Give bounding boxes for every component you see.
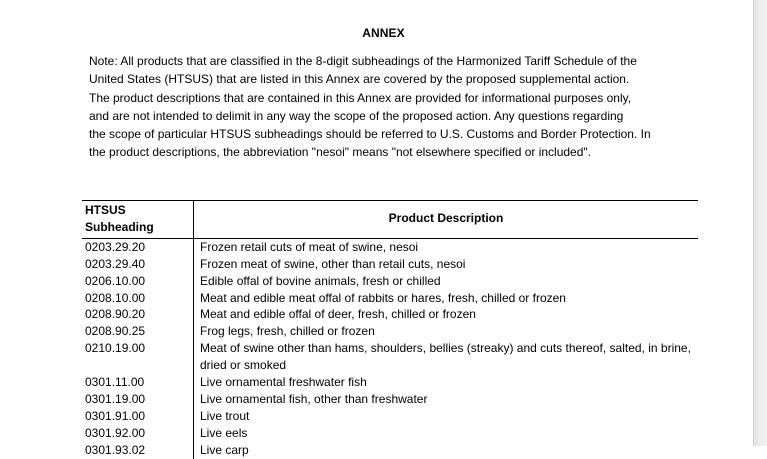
note-line: United States (HTSUS) that are listed in this Annex are covered by the proposed supplemental action. [89,72,630,87]
table-header [82,201,698,239]
cell-description: Live trout [200,408,250,423]
table-row [82,391,698,408]
cell-description: Meat of swine other than hams, shoulders, bellies (streaky) and cuts thereof, salted, in brine, dried or smoked [200,341,691,373]
cell-description: Live carp [200,442,249,457]
table-row [82,442,698,459]
table-row [82,374,698,391]
cell-description: Edible offal of bovine animals, fresh or chilled [200,273,441,288]
table-row [82,273,698,290]
cell-code: 0210.19.00 [82,340,194,374]
cell-code: 0301.93.02 [82,442,194,459]
header-product-description: Product Description [194,201,699,239]
cell-description: Live ornamental freshwater fish [200,375,367,390]
table-row [82,340,698,374]
note-line: Note: All products that are classified in the 8-digit subheadings of the Harmonized Tariff Schedule of the [89,54,637,68]
table-header-row [82,201,698,239]
table-row [82,290,698,307]
header-code-line2: Subheading [85,219,154,234]
cell-code: 0208.90.25 [82,323,194,340]
page-edge-shadow [753,0,767,446]
annex-note [89,52,689,162]
cell-code: 0301.92.00 [82,425,194,442]
table-row [82,256,698,273]
table-body [82,238,698,458]
table-row [82,323,698,340]
annex-title: ANNEX [362,26,405,40]
table-row [82,425,698,442]
table-row [82,408,698,425]
cell-description: Meat and edible offal of deer, fresh, chilled or frozen [200,307,476,322]
header-htsus-subheading [82,201,194,239]
note-line: The product descriptions that are contained in this Annex are provided for informational purposes only, [89,90,632,105]
header-code-line1: HTSUS [85,203,126,217]
cell-description: Meat and edible meat offal of rabbits or hares, fresh, chilled or frozen [200,290,566,305]
note-line: the product descriptions, the abbreviation "nesoi" means "not elsewhere specified or included". [89,145,591,160]
note-line: the scope of particular HTSUS subheadings should be referred to U.S. Customs and Border Protection. In [89,127,651,142]
cell-code: 0301.91.00 [82,408,194,425]
note-line: and are not intended to delimit in any way the scope of the proposed action. Any questions regarding [89,108,624,123]
cell-code: 0208.90.20 [82,306,194,323]
cell-description: Frozen meat of swine, other than retail cuts, nesoi [200,256,466,271]
cell-code: 0206.10.00 [82,273,194,290]
table-row [82,238,698,255]
cell-description: Live eels [200,425,248,440]
cell-code: 0203.29.20 [82,238,194,255]
cell-code: 0208.10.00 [82,290,194,307]
table-row [82,306,698,323]
cell-code: 0203.29.40 [82,256,194,273]
cell-code: 0301.11.00 [82,374,194,391]
cell-description: Frog legs, fresh, chilled or frozen [200,324,375,339]
product-table [82,200,698,459]
cell-code: 0301.19.00 [82,391,194,408]
cell-description: Frozen retail cuts of meat of swine, nesoi [200,239,419,254]
cell-description: Live ornamental fish, other than freshwater [200,391,428,406]
